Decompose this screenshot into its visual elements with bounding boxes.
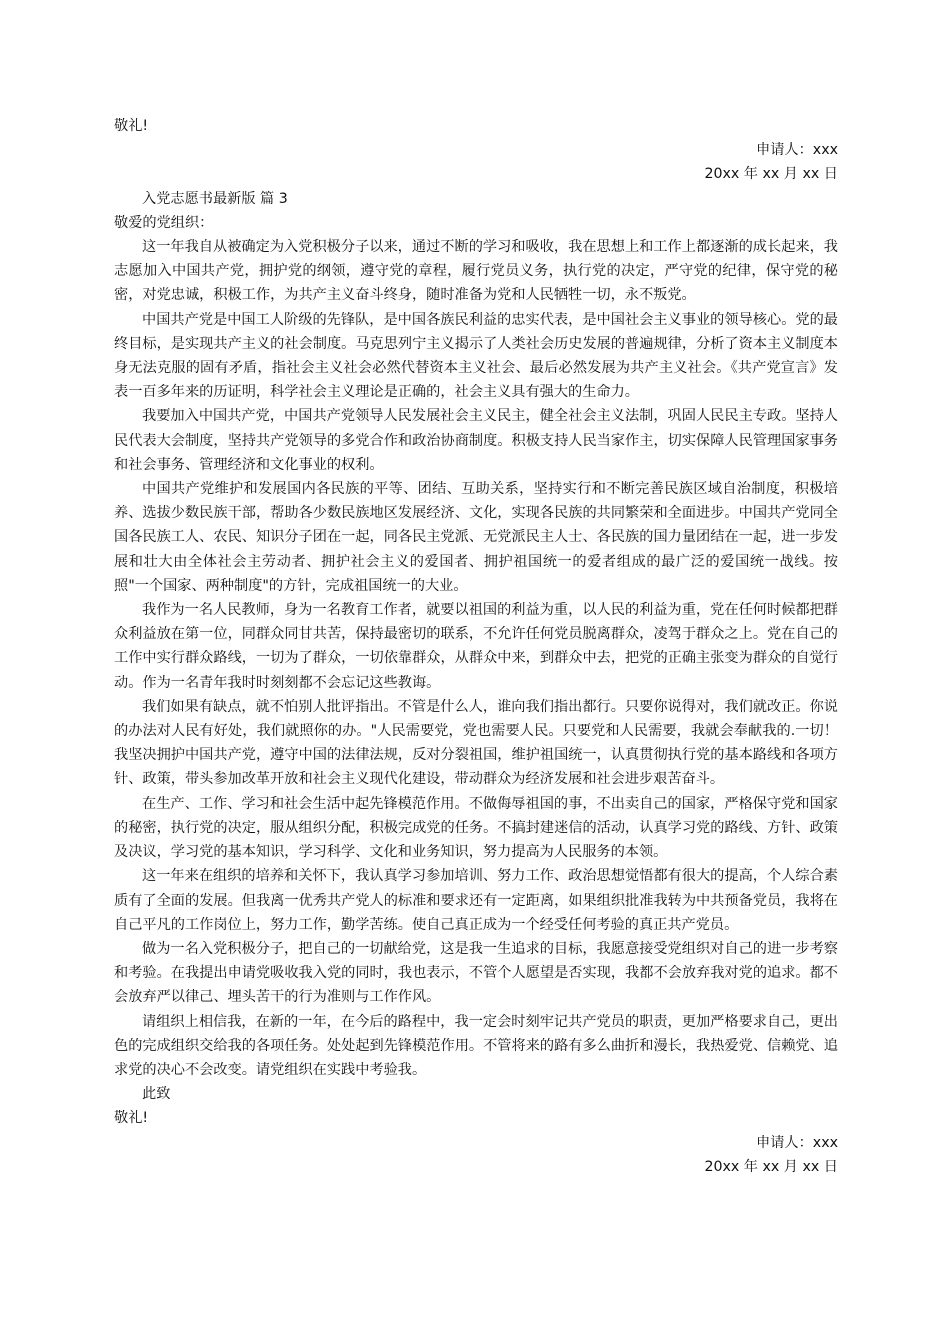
- top-date: 20xx 年 xx 月 xx 日: [704, 166, 838, 183]
- closing-salute: 敬礼!: [114, 1110, 149, 1127]
- paragraph-10: 请组织上相信我，在新的一年，在今后的路程中，我一定会时刻牢记共产党员的职责，更加严格要求自己，更出色的完成组织交给我的各项任务。处处起到先锋模范作用。不管将来的路有多么曲折和漫长，我热爱党、信赖党、追求党的决心不会改变。请党组织在实践中考验我。: [114, 1013, 838, 1078]
- letter-page: [114, 114, 838, 1179]
- closing-phrase: 此致: [142, 1086, 171, 1103]
- top-applicant: 申请人：xxx: [756, 142, 838, 159]
- article-title: 入党志愿书最新版 篇 3: [142, 190, 288, 207]
- paragraph-8: 这一年来在组织的培养和关怀下，我认真学习参加培训、努力工作、政治思想觉悟都有很大的提高，个人综合素质有了全面的发展。但我离一优秀共产党人的标准和要求还有一定距离，如果组织批准我转为中共预备党员，我将在自己平凡的工作岗位上，努力工作，勤学苦练。使自己真正成为一个经受任何考验的真正共产党员。: [114, 868, 838, 933]
- closing-applicant: 申请人：xxx: [756, 1134, 838, 1151]
- paragraph-9: 做为一名入党积极分子，把自己的一切献给党，这是我一生追求的目标，我愿意接受党组织对自己的进一步考察和考验。在我提出申请党吸收我入党的同时，我也表示，不管个人愿望是否实现，我都不会放弃我对党的追求。都不会放弃严以律己、埋头苦干的行为准则与工作作风。: [114, 940, 838, 1006]
- paragraph-2: 中国共产党是中国工人阶级的先锋队，是中国各族民利益的忠实代表，是中国社会主义事业的领导核心。党的最终目标，是实现共产主义的社会制度。马克思列宁主义揭示了人类社会历史发展的普遍规律，分析了资本主义制度本身无法克服的固有矛盾，指社会主义社会必然代替资本主义社会、最后必然发展为共产主义社会。《共产党宣言》发表一百多年来的历证明，科学社会主义理论是正确的，社会主义具有强大的生命力。: [114, 311, 838, 401]
- closing-date: 20xx 年 xx 月 xx 日: [704, 1158, 838, 1175]
- paragraph-6: 我们如果有缺点，就不怕别人批评指出。不管是什么人，谁向我们指出都行。只要你说得对，我们就改正。你说的办法对人民有好处，我们就照你的办。"人民需要党，党也需要人民。只要党和人民需要，我就会奉献我的.一切！我坚决拥护中国共产党，遵守中国的法律法规，反对分裂祖国，维护祖国统一，认真贯彻执行党的基本路线和各项方针、政策，带头参加改革开放和社会主义现代化建设，带动群众为经济发展和社会进步艰苦奋斗。: [114, 698, 838, 788]
- paragraph-3: 我要加入中国共产党，中国共产党领导人民发展社会主义民主，健全社会主义法制，巩固人民民主专政。坚持人民代表大会制度，坚持共产党领导的多党合作和政治协商制度。积极支持人民当家作主，切实保障人民管理国家事务和社会事务、管理经济和文化事业的权利。: [114, 408, 838, 473]
- paragraph-1: 这一年我自从被确定为入党积极分子以来，通过不断的学习和吸收，我在思想上和工作上都逐渐的成长起来，我志愿加入中国共产党，拥护党的纲领，遵守党的章程，履行党员义务，执行党的决定，严守党的纪律，保守党的秘密，对党忠诚，积极工作，为共产主义奋斗终身，随时准备为党和人民牺牲一切，永不叛党。: [114, 239, 838, 304]
- top-salute: 敬礼!: [114, 118, 149, 134]
- greeting: 敬爱的党组织：: [114, 214, 214, 231]
- paragraph-4: 中国共产党维护和发展国内各民族的平等、团结、互助关系，坚持实行和不断完善民族区域自治制度，积极培养、选拔少数民族干部，帮助各少数民族地区发展经济、文化，实现各民族的共同繁荣和全面进步。中国共产党同全国各民族工人、农民、知识分子团在一起，同各民主党派、无党派民主人士、各民族的国力量团结在一起，进一步发展和壮大由全体社会主劳动者、拥护社会主义的爱国者、拥护祖国统一的爱者组成的最广泛的爱国统一战线。按照"一个国家、两种制度"的方针，完成祖国统一的大业。: [114, 481, 838, 594]
- paragraph-5: 我作为一名人民教师，身为一名教育工作者，就要以祖国的利益为重，以人民的利益为重，党在任何时候都把群众利益放在第一位，同群众同甘共苦，保持最密切的联系，不允许任何党员脱离群众，凌驾于群众之上。党在自己的工作中实行群众路线，一切为了群众，一切依靠群众，从群众中来，到群众中去，把党的正确主张变为群众的自觉行动。作为一名青年我时时刻刻都不会忘记这些教诲。: [114, 602, 838, 691]
- paragraph-7: 在生产、工作、学习和社会生活中起先锋模范作用。不做侮辱祖国的事，不出卖自己的国家，严格保守党和国家的秘密，执行党的决定，服从组织分配，积极完成党的任务。不搞封建迷信的活动，认真学习党的路线、方针、政策及决议，学习党的基本知识，学习科学、文化和业务知识，努力提高为人民服务的本领。: [114, 795, 838, 861]
